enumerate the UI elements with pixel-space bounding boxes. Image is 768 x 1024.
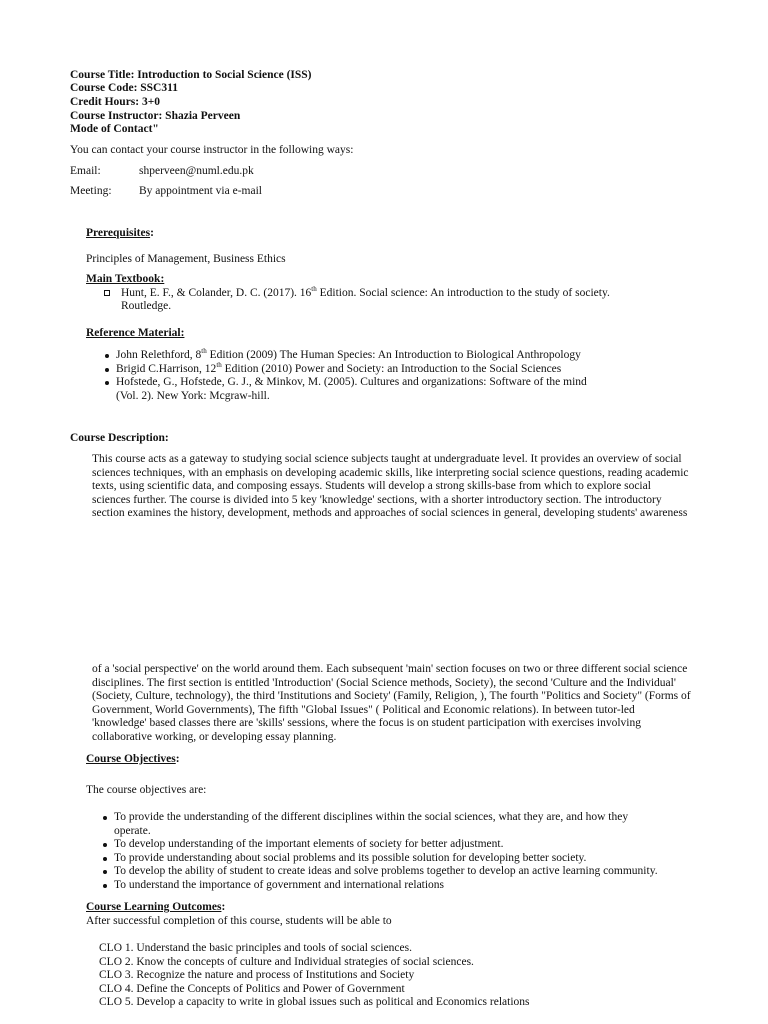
email-value[interactable]: shperveen@numl.edu.pk xyxy=(139,165,254,177)
reference-list xyxy=(105,349,705,403)
email-label: Email: xyxy=(70,165,101,177)
list-item: To develop understanding of the important elements of society for better adjustment. xyxy=(103,838,703,852)
description-line: section examines the history, development, methods and approaches of social sciences in general, developing students' awareness xyxy=(92,507,688,520)
list-item: To understand the importance of government and international relations xyxy=(103,879,703,893)
list-item: Brigid C.Harrison, 12th Edition (2010) Power and Society: an Introduction to the Social Sciences xyxy=(105,363,705,377)
outcomes-heading: Course Learning Outcomes: xyxy=(86,901,226,913)
description-line: disciplines. The first section is entitled 'Introduction' (Social Science methods, Society), the second 'Culture and the Individual' xyxy=(92,676,676,689)
list-item: John Relethford, 8th Edition (2009) The Human Species: An Introduction to Biological Anthropology xyxy=(105,349,705,363)
list-item: CLO 1. Understand the basic principles and tools of social sciences. xyxy=(99,942,412,954)
course-instructor: Course Instructor: Shazia Perveen xyxy=(70,110,241,122)
objectives-intro: The course objectives are: xyxy=(86,784,207,796)
contact-intro: You can contact your course instructor in the following ways: xyxy=(70,144,354,156)
description-line: collaborative working, or developing essay planning. xyxy=(92,730,337,743)
description-line: (Society, Culture, technology), the third 'Institutions and Society' (Family, Religion, ), The fourth "Politics and Society" (Forms of xyxy=(92,690,691,703)
description-line: sciences techniques, with an emphasis on developing academic skills, like interpreting social science questions, reading academic xyxy=(92,466,689,479)
prerequisites-heading: Prerequisites: xyxy=(86,227,154,239)
course-title: Course Title: Introduction to Social Science (ISS) xyxy=(70,69,312,81)
description-line: This course acts as a gateway to studying social science subjects taught at undergraduate level. It provides an overview of social xyxy=(92,453,682,465)
description-heading: Course Description: xyxy=(70,432,169,444)
reference-heading: Reference Material: xyxy=(86,327,185,339)
list-item: CLO 5. Develop a capacity to write in global issues such as political and Economics relations xyxy=(99,996,530,1009)
list-item: To provide understanding about social problems and its possible solution for developing better society. xyxy=(103,852,703,866)
meeting-label: Meeting: xyxy=(70,185,112,197)
list-item: CLO 2. Know the concepts of culture and Individual strategies of social sciences. xyxy=(99,955,474,968)
checkbox-bullet-icon xyxy=(104,290,110,296)
description-bottom xyxy=(92,663,732,745)
description-line: Government, World Governments), The fifth "Global Issues" ( Political and Economic relations). In between tutor-led xyxy=(92,703,635,716)
mode-of-contact: Mode of Contact" xyxy=(70,123,159,135)
course-code: Course Code: SSC311 xyxy=(70,82,178,94)
outcomes-intro: After successful completion of this course, students will be able to xyxy=(86,915,392,927)
description-line: of a 'social perspective' on the world around them. Each subsequent 'main' section focuses on two or three different social science xyxy=(92,663,688,675)
prerequisites-text: Principles of Management, Business Ethics xyxy=(86,253,286,265)
list-item: CLO 4. Define the Concepts of Politics and Power of Government xyxy=(99,982,405,995)
description-top xyxy=(92,453,732,521)
outcomes-list xyxy=(99,942,719,1010)
credit-hours: Credit Hours: 3+0 xyxy=(70,96,161,108)
objectives-heading: Course Objectives: xyxy=(86,753,180,765)
list-item: To develop the ability of student to create ideas and solve problems together to develop an active learning community. xyxy=(103,865,703,879)
description-line: sciences further. The course is divided into 5 key 'knowledge' sections, with a shorter introductory section. The introductory xyxy=(92,493,662,506)
meeting-value: By appointment via e-mail xyxy=(139,185,262,197)
textbook-entry-cont: Routledge. xyxy=(121,300,172,312)
textbook-entry: Hunt, E. F., & Colander, D. C. (2017). 16th Edition. Social science: An introduction to the study of society. xyxy=(121,285,610,299)
list-item: CLO 3. Recognize the nature and process of Institutions and Society xyxy=(99,969,415,982)
textbook-heading: Main Textbook: xyxy=(86,273,165,285)
objectives-list xyxy=(103,811,703,893)
list-item: Hofstede, G., Hofstede, G. J., & Minkov, M. (2005). Cultures and organizations: Software of the mind (Vol. 2). New York: Mcgraw-hill. xyxy=(105,376,705,403)
list-item: To provide the understanding of the different disciplines within the social sciences, what they are, and how they operate. xyxy=(103,811,703,838)
description-line: 'knowledge' based classes there are 'skills' sessions, where the focus is on student participation with exercises involving xyxy=(92,717,641,730)
description-line: texts, using scientific data, and composing essays. Students will develop a strong skills-base from which to explore social xyxy=(92,480,651,493)
